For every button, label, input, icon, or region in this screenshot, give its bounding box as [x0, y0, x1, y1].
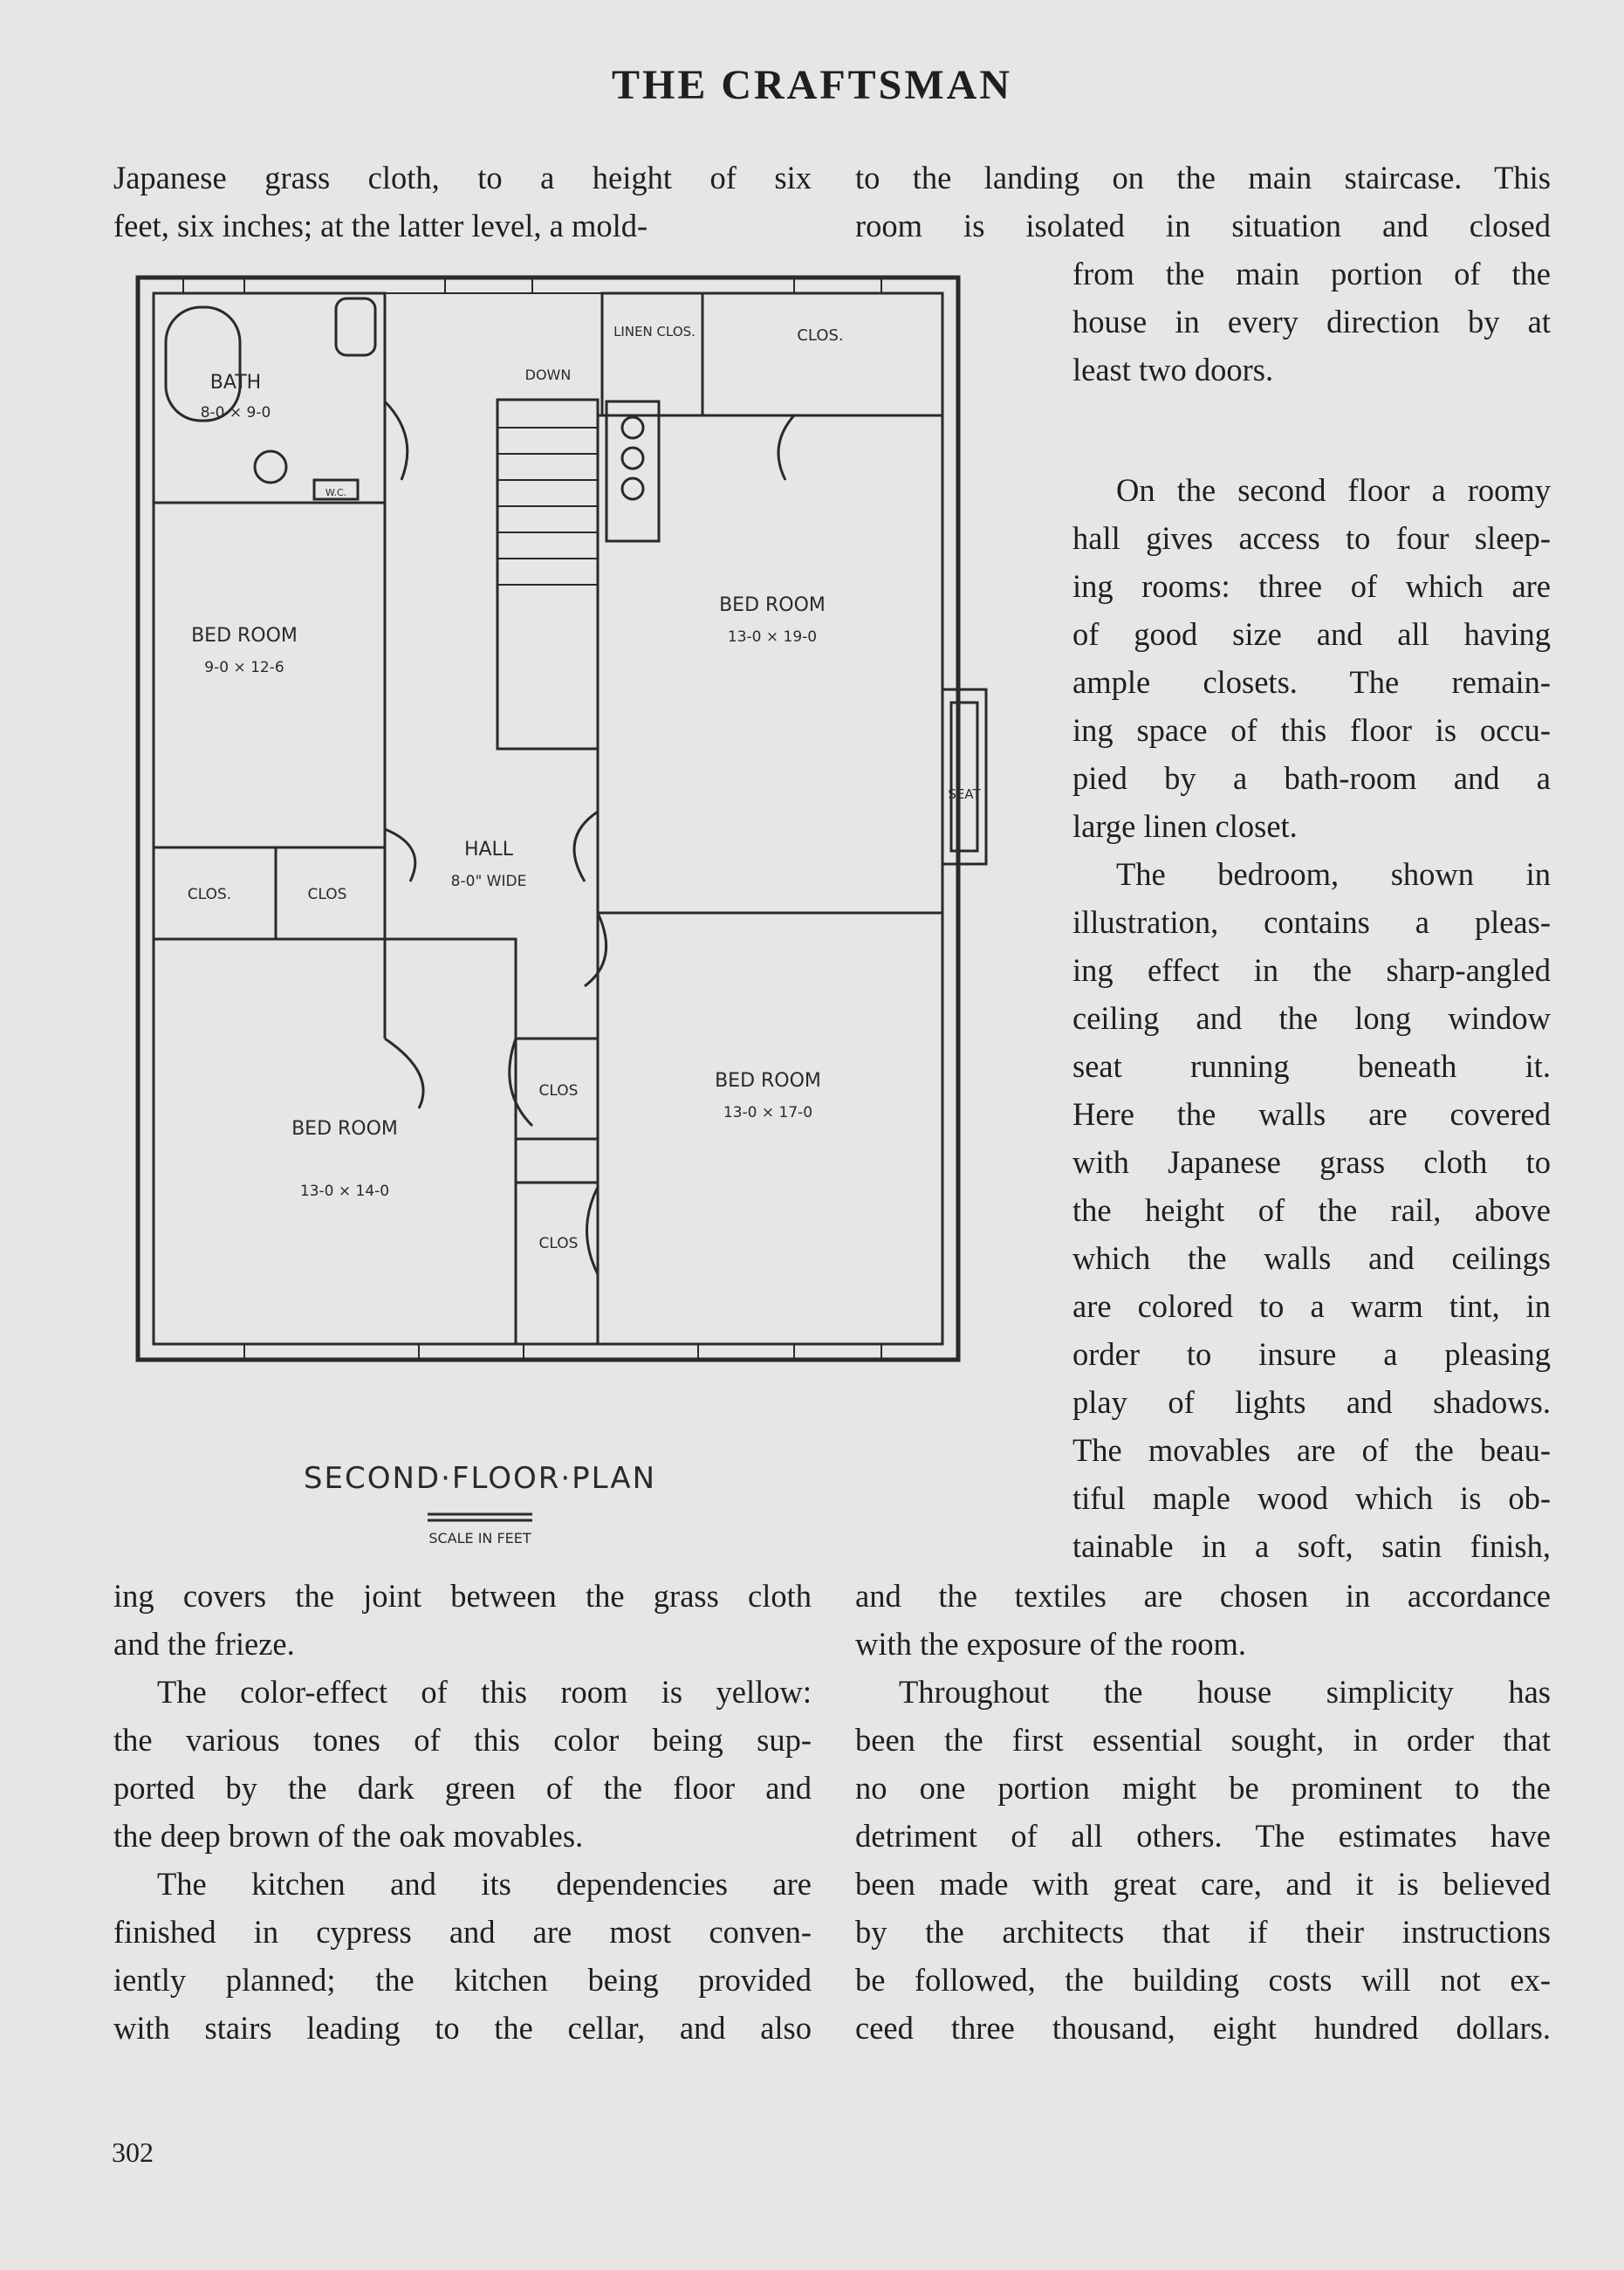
text-line: ing effect in the sharp-angled [1072, 952, 1551, 988]
room-size-bedroom-d: 13-0 × 14-0 [299, 1183, 390, 1200]
text-line: ported by the dark green of the floor and [113, 1770, 812, 1806]
text-line: ing covers the joint between the grass cloth [113, 1578, 812, 1614]
text-line: the deep brown of the oak movables. [113, 1818, 584, 1854]
text-line: room is isolated in situation and closed [855, 208, 1551, 243]
text-line: ing rooms: three of which are [1072, 568, 1551, 604]
text-line: iently planned; the kitchen being provided [113, 1962, 812, 1998]
text-line: The kitchen and its dependencies are [157, 1866, 812, 1902]
text-line: been made with great care, and it is believed [855, 1866, 1551, 1902]
text-line: hall gives access to four sleep- [1072, 520, 1551, 556]
text-line: The bedroom, shown in [1116, 856, 1551, 892]
room-size-bedroom-b: 9-0 × 12-6 [204, 659, 284, 676]
text-line: pied by a bath-room and a [1072, 760, 1551, 796]
text-line: illustration, contains a pleas- [1072, 904, 1551, 940]
room-label-clos-bottom: CLOS [538, 1235, 579, 1252]
text-line: ing space of this floor is occu- [1072, 712, 1551, 748]
room-label-bedroom-c: BED ROOM [715, 1070, 821, 1092]
text-line: Japanese grass cloth, to a height of six [113, 160, 812, 195]
text-line: be followed, the building costs will not ex- [855, 1962, 1551, 1998]
room-size-bedroom-a: 13-0 × 19-0 [727, 628, 818, 646]
text-line: from the main portion of the [1072, 256, 1551, 291]
room-label-bath: BATH [209, 372, 262, 394]
text-line: with Japanese grass cloth to [1072, 1144, 1551, 1180]
text-line: On the second floor a roomy [1116, 472, 1551, 508]
room-label-bedroom-d: BED ROOM [291, 1118, 398, 1140]
text-line: are colored to a warm tint, in [1072, 1288, 1551, 1324]
text-line: the height of the rail, above [1072, 1192, 1551, 1228]
text-line: seat running beneath it. [1072, 1048, 1551, 1084]
text-line: finished in cypress and are most conven- [113, 1914, 812, 1950]
room-size-bedroom-c: 13-0 × 17-0 [723, 1104, 813, 1121]
room-label-hall: HALL [463, 839, 514, 861]
text-line: of good size and all having [1072, 616, 1551, 652]
room-size-bath: 8-0 × 9-0 [200, 404, 271, 422]
room-label-wc: W.C. [325, 487, 347, 498]
text-line: The color-effect of this room is yellow: [157, 1674, 812, 1710]
floor-plan-caption: SECOND·FLOOR·PLAN [303, 1461, 657, 1496]
page-number: 302 [112, 2136, 154, 2168]
text-line: The movables are of the beau- [1072, 1432, 1551, 1468]
text-line: order to insure a pleasing [1072, 1336, 1551, 1372]
text-line: with stairs leading to the cellar, and also [113, 2010, 812, 2046]
text-line: which the walls and ceilings [1072, 1240, 1551, 1276]
room-label-bedroom-b: BED ROOM [191, 625, 298, 647]
text-line: and the frieze. [113, 1626, 295, 1662]
text-line: feet, six inches; at the latter level, a mold- [113, 208, 648, 243]
text-line: the various tones of this color being sup- [113, 1722, 812, 1758]
room-label-bedroom-a: BED ROOM [719, 594, 826, 616]
text-line: Here the walls are covered [1072, 1096, 1551, 1132]
room-label-clos-centre: CLOS [538, 1082, 579, 1100]
room-label-seat: SEAT [948, 786, 981, 802]
text-line: ceiling and the long window [1072, 1000, 1551, 1036]
text-line: been the first essential sought, in order that [855, 1722, 1551, 1758]
text-line: house in every direction by at [1072, 304, 1551, 339]
text-line: by the architects that if their instructions [855, 1914, 1551, 1950]
room-label-clos-top: CLOS. [797, 326, 844, 345]
text-line: ceed three thousand, eight hundred dollars. [855, 2010, 1551, 2046]
text-line: ample closets. The remain- [1072, 664, 1551, 700]
text-line: play of lights and shadows. [1072, 1384, 1551, 1420]
room-label-clos-left: CLOS. [187, 886, 232, 903]
text-line: detriment of all others. The estimates have [855, 1818, 1551, 1854]
room-label-clos-mid: CLOS [307, 886, 347, 903]
text-line: Throughout the house simplicity has [899, 1674, 1551, 1710]
room-label-linen: LINEN CLOS. [613, 324, 696, 339]
text-line: with the exposure of the room. [855, 1626, 1247, 1662]
scale-label: SCALE IN FEET [428, 1530, 531, 1546]
second-floor-plan [131, 271, 1004, 1553]
text-line: large linen closet. [1072, 808, 1298, 844]
page-header: THE CRAFTSMAN [611, 62, 1013, 108]
text-line: no one portion might be prominent to the [855, 1770, 1551, 1806]
text-line: to the landing on the main staircase. This [855, 160, 1551, 195]
text-line: tiful maple wood which is ob- [1072, 1480, 1551, 1516]
stair-down-label: DOWN [524, 367, 572, 383]
room-size-hall: 8-0" WIDE [450, 873, 527, 890]
text-line: least two doors. [1072, 352, 1274, 387]
text-line: tainable in a soft, satin finish, [1072, 1528, 1551, 1564]
text-line: and the textiles are chosen in accordance [855, 1578, 1551, 1614]
